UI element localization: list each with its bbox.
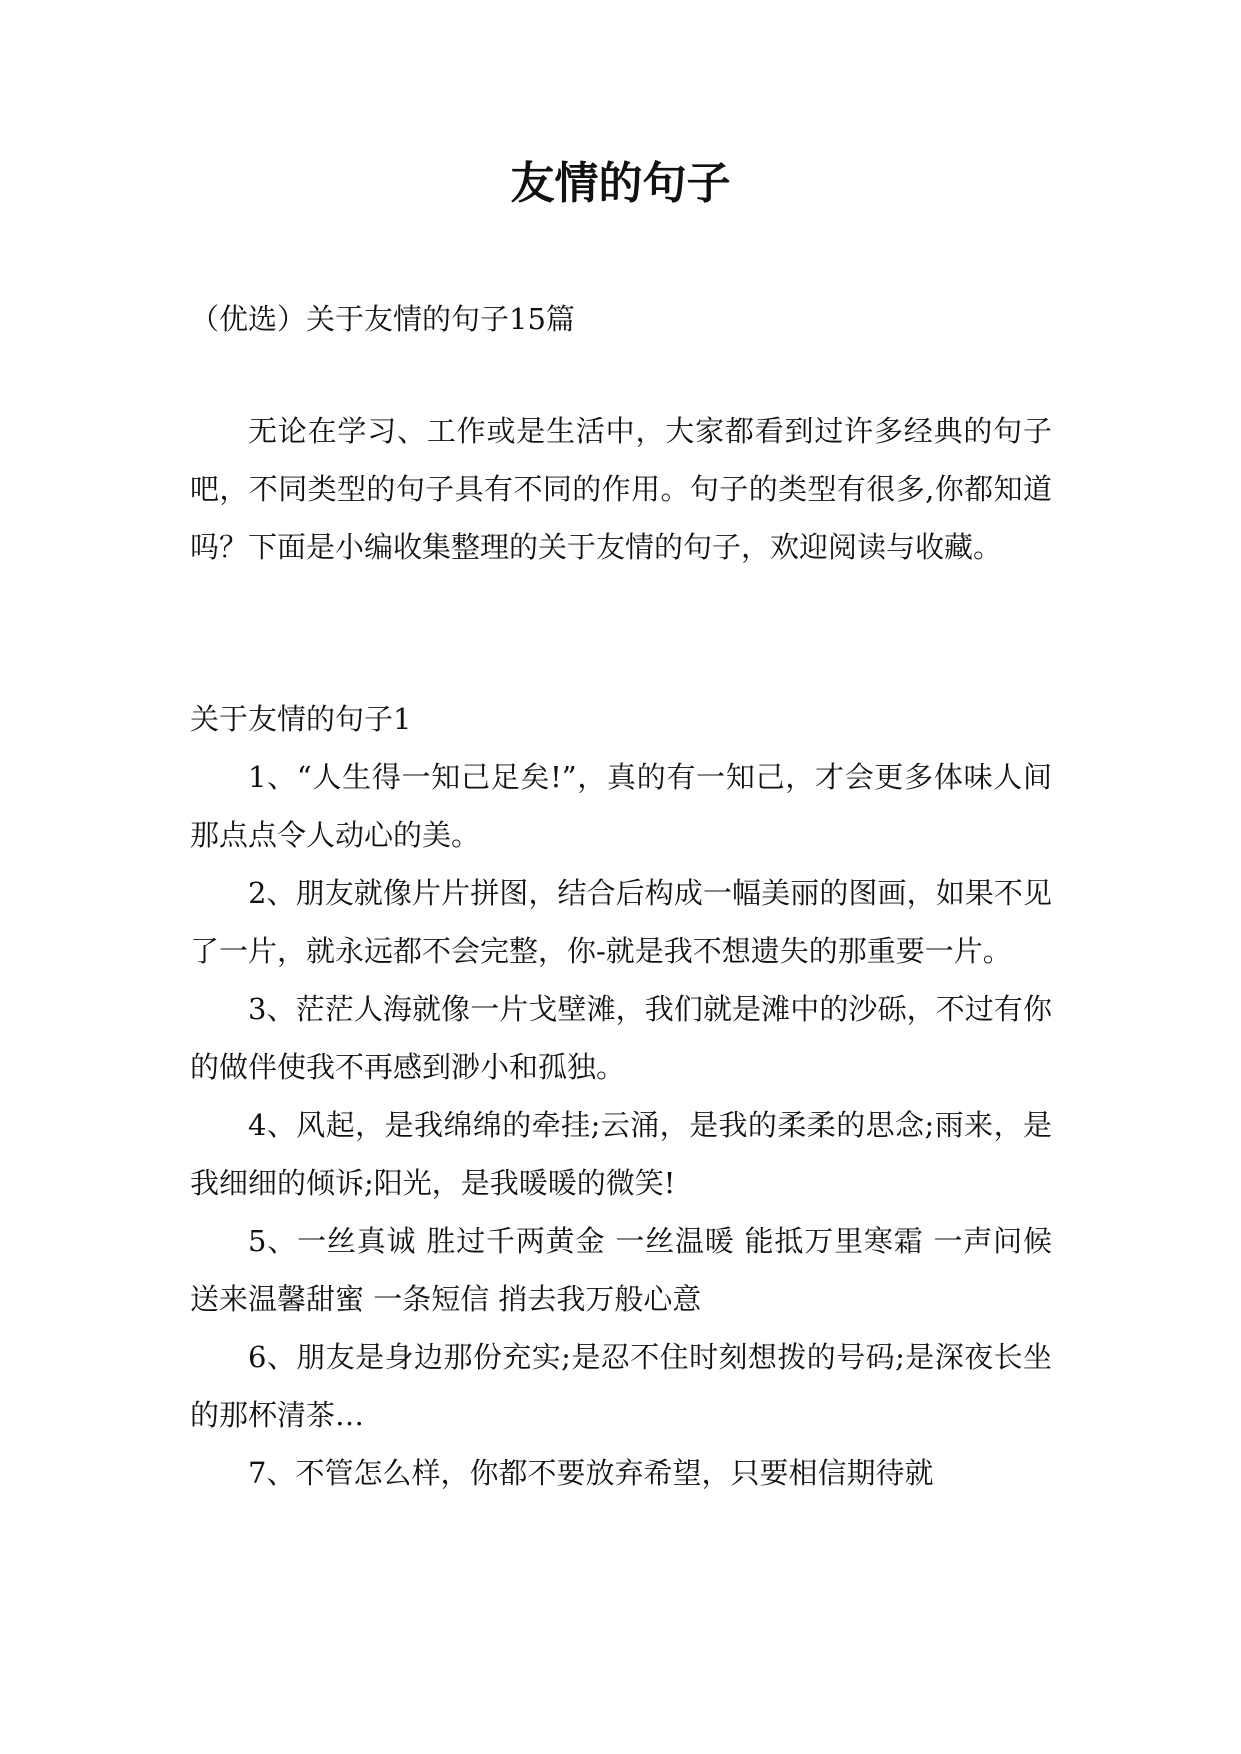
- document-subtitle: （优选）关于友情的句子15篇: [190, 302, 575, 336]
- sentence-item: 4、风起，是我绵绵的牵挂;云涌，是我的柔柔的思念;雨来，是我细细的倾诉;阳光，是我暖暖的微笑!: [190, 1108, 1052, 1200]
- sentence-item: 2、朋友就像片片拼图，结合后构成一幅美丽的图画，如果不见了一片，就永远都不会完整，你-就是我不想遗失的那重要一片。: [190, 876, 1052, 968]
- intro-paragraph: 无论在学习、工作或是生活中，大家都看到过许多经典的句子吧，不同类型的句子具有不同的作用。句子的类型有很多,你都知道吗？下面是小编收集整理的关于友情的句子，欢迎阅读与收藏。: [190, 414, 1052, 564]
- sentence-item: 7、不管怎么样，你都不要放弃希望，只要相信期待就: [248, 1456, 934, 1490]
- sentence-item: 6、朋友是身边那份充实;是忍不住时刻想拨的号码;是深夜长坐的那杯清茶…: [190, 1340, 1052, 1432]
- document-title: 友情的句子: [510, 158, 731, 209]
- sentence-list: [190, 748, 1052, 1502]
- sentence-item: 3、茫茫人海就像一片戈壁滩，我们就是滩中的沙砾，不过有你的做伴使我不再感到渺小和孤独。: [190, 992, 1052, 1084]
- sentence-item: 1、“人生得一知己足矣!”，真的有一知己，才会更多体味人间那点点令人动心的美。: [190, 760, 1052, 852]
- section-heading: 关于友情的句子1: [190, 702, 412, 736]
- sentence-item: 5、一丝真诚 胜过千两黄金 一丝温暖 能抵万里寒霜 一声问候 送来温馨甜蜜 一条短信 捎去我万般心意: [190, 1224, 1052, 1316]
